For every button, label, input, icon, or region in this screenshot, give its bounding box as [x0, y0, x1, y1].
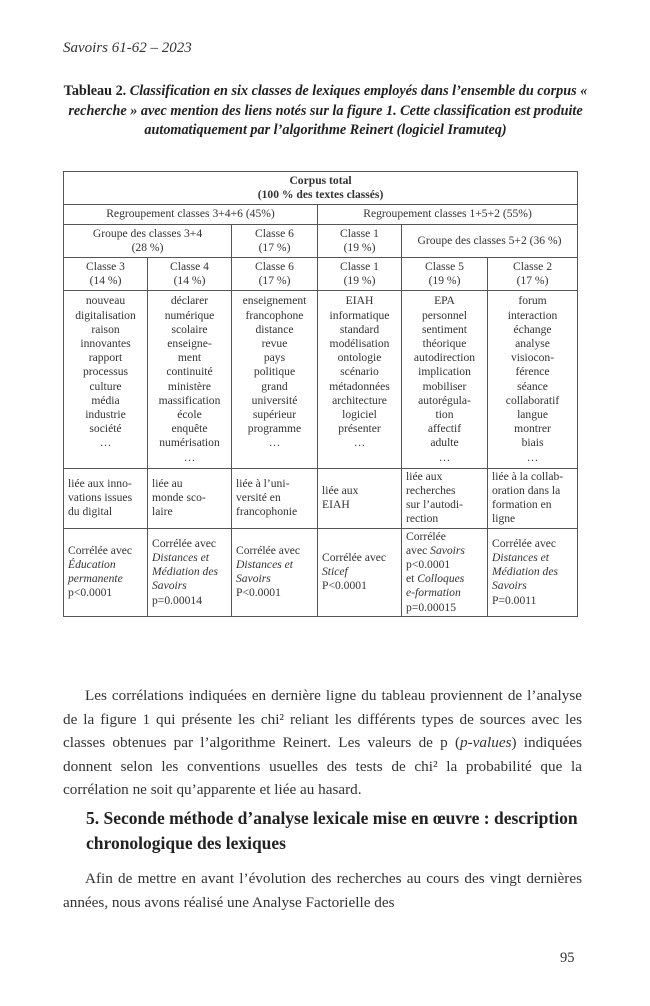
lexicon-word: férence [515, 365, 550, 379]
lexicon-word: grand [261, 379, 288, 393]
group-label: Classe 6 [255, 226, 294, 240]
class-name: Classe 3 [86, 260, 125, 274]
class-header-cell [488, 258, 578, 291]
lexicon-word: enseigne- [167, 337, 212, 351]
correlation-text: Corrélée avec [322, 550, 387, 564]
group-row [64, 224, 578, 257]
lexicon-word: programme [247, 422, 302, 436]
correlation-line [152, 594, 227, 608]
correlation-text: P=0.0011 [492, 593, 537, 607]
lexicon-cell [488, 291, 578, 468]
lexicon-word: … [268, 436, 281, 450]
correlation-text: Corrélée avec [492, 536, 557, 550]
correlation-text: Distances et [152, 550, 209, 564]
correlation-line [492, 551, 573, 565]
link-text: vations issues [68, 491, 133, 505]
lexicon-word: langue [517, 408, 548, 422]
lexicon-cell [64, 291, 148, 468]
lexicon-word: échange [513, 322, 552, 336]
correlation-line [152, 579, 227, 593]
lexicon-word: autodirection [413, 351, 476, 365]
lexicon-word: digitalisation [75, 308, 136, 322]
correlation-line [152, 565, 227, 579]
correlation-text: et [406, 572, 418, 586]
class-name: Classe 1 [340, 260, 379, 274]
lexicon-word: nouveau [85, 294, 126, 308]
lexicon-word: analyse [515, 337, 550, 351]
class-percent: (17 %) [516, 274, 549, 288]
lexicon-word: processus [82, 365, 129, 379]
lexicon-word: mobiliser [422, 379, 467, 393]
lexicon-cell [148, 291, 232, 468]
class-header-cell [232, 258, 318, 291]
lexicon-word: visiocon- [510, 351, 555, 365]
correlation-text: Distances et [236, 558, 293, 572]
paragraph-chronology: Afin de mettre en avant l’évolution des recherches au cours des vingt dernières années, nous avons réalisé une Analyse Factorielle des [63, 870, 582, 911]
link-cell [318, 468, 402, 528]
lexicon-word: raison [91, 322, 120, 336]
regroupement-cell: Regroupement classes 3+4+6 (45%) [64, 205, 318, 224]
correlation-text: Corrélée avec [152, 536, 217, 550]
lexicon-word: innovantes [80, 337, 131, 351]
lexicon-cell [318, 291, 402, 468]
class-percent: (14 %) [89, 274, 122, 288]
table-subtitle: (100 % des textes classés) [257, 188, 384, 202]
correlation-line [492, 594, 573, 608]
class-row [64, 258, 578, 291]
paragraph-italic: p-values [460, 734, 512, 751]
correlation-text: Médiation des [492, 565, 559, 579]
lexicon-word: université [251, 393, 298, 407]
correlation-text: e-formation [406, 586, 461, 600]
link-text: du digital [68, 505, 113, 519]
link-text: liée au [152, 476, 183, 490]
section-title: 5. Seconde méthode d’analyse lexicale mise en œuvre : description chronologique des lexiques [86, 808, 578, 853]
link-text: formation en [492, 498, 552, 512]
correlation-text: Corrélée [406, 529, 446, 543]
regroupement-cell: Regroupement classes 1+5+2 (55%) [318, 205, 578, 224]
correlation-line [236, 572, 313, 586]
link-cell [232, 468, 318, 528]
group-percent: (17 %) [258, 240, 291, 254]
correlation-source: Savoirs [430, 543, 465, 557]
correlation-text: Savoirs [152, 579, 187, 593]
lexicon-word: tion [435, 408, 454, 422]
class-header-cell [402, 258, 488, 291]
correlation-line [236, 586, 313, 600]
link-cell [402, 468, 488, 528]
correlation-line [406, 572, 483, 586]
link-text: sur l’autodi- [406, 498, 463, 512]
regroupement-row [64, 205, 578, 224]
group-cell [232, 224, 318, 257]
correlation-text: p<0.0001 [406, 558, 451, 572]
group-cell [402, 224, 578, 257]
link-text: laire [152, 505, 173, 519]
correlation-text: Sticef [322, 565, 348, 579]
link-text: monde sco- [152, 491, 206, 505]
lexicon-word: ment [177, 351, 202, 365]
lexicon-word: numérique [164, 308, 215, 322]
paragraph-correlations [63, 684, 582, 802]
lexicon-word: … [99, 436, 112, 450]
correlation-line [406, 530, 483, 544]
correlation-cell [64, 528, 148, 616]
correlation-line [236, 558, 313, 572]
class-name: Classe 5 [425, 260, 464, 274]
lexicon-cell [402, 291, 488, 468]
lexicon-word: continuité [166, 365, 213, 379]
correlation-cell [402, 528, 488, 616]
correlation-text: p=0.00015 [406, 600, 457, 614]
lexicon-word: ontologie [337, 351, 382, 365]
class-name: Classe 6 [255, 260, 294, 274]
correlation-text: Éducation [68, 558, 116, 572]
lexicon-word: supérieur [252, 408, 297, 422]
lexicon-word: métadonnées [329, 379, 390, 393]
lexicon-word: modélisation [329, 337, 390, 351]
class-percent: (19 %) [428, 274, 461, 288]
link-cell [488, 468, 578, 528]
lexicon-cell [232, 291, 318, 468]
link-text: liée à l’uni- [236, 476, 290, 490]
correlation-line [322, 579, 397, 593]
correlation-line [68, 544, 143, 558]
lexicon-word: adulte [430, 436, 459, 450]
class-percent: (17 %) [258, 274, 291, 288]
link-text: EIAH [322, 498, 350, 512]
correlation-text: p=0.00014 [152, 593, 203, 607]
lexicon-word: enquête [171, 422, 208, 436]
lexicon-word: interaction [507, 308, 558, 322]
correlation-text: Médiation des [152, 565, 219, 579]
link-text: rection [406, 512, 439, 526]
lexicon-word: sentiment [421, 322, 468, 336]
group-percent: (19 %) [343, 240, 376, 254]
link-text: recherches [406, 484, 456, 498]
correlation-cell [318, 528, 402, 616]
correlation-line [406, 558, 483, 572]
lexicon-word: personnel [421, 308, 468, 322]
lexicon-word: massification [158, 393, 221, 407]
lexicon-word: politique [253, 365, 296, 379]
correlation-text: Distances et [492, 550, 549, 564]
correlation-line [492, 579, 573, 593]
correlation-text: permanente [68, 572, 123, 586]
correlation-line [492, 537, 573, 551]
class-name: Classe 2 [513, 260, 552, 274]
table-title: Corpus total [289, 174, 352, 187]
link-text: liée aux [322, 484, 359, 498]
lexicon-word: collaboratif [505, 393, 560, 407]
lexicon-word: … [438, 450, 451, 464]
caption-text: Classification en six classes de lexiques employés dans l’ensemble du corpus « recherche » avec mention des liens notés sur la figure 1. Cette classification est produite automatiquement par l’algorithme Reinert (logiciel Iramuteq) [68, 83, 588, 138]
lexicon-word: montrer [514, 422, 551, 436]
link-cell [148, 468, 232, 528]
lexicon-word: revue [261, 337, 288, 351]
lexicon-word: scolaire [171, 322, 208, 336]
page-number: 95 [560, 950, 575, 966]
correlation-text: avec [406, 543, 431, 557]
correlation-line [236, 544, 313, 558]
correlation-line [322, 565, 397, 579]
correlation-source: Colloques [417, 572, 465, 586]
lexicon-word: EPA [434, 294, 455, 308]
correlation-line [406, 586, 483, 600]
correlation-line [68, 572, 143, 586]
correlation-line [322, 551, 397, 565]
correlation-cell [232, 528, 318, 616]
link-text: versité en [236, 491, 281, 505]
class-header-cell [148, 258, 232, 291]
lexicon-word: logiciel [342, 408, 377, 422]
paragraph-text: ) indiquées donnent selon les conventions usuelles des tests de chi² la probabilité que la corrélation ne soit qu’apparente et liée au hasard. [63, 734, 582, 798]
class-header-cell [64, 258, 148, 291]
lexicon-word: culture [89, 379, 122, 393]
lexicon-word: EIAH [345, 294, 374, 308]
link-cell [64, 468, 148, 528]
lexicon-word: … [353, 436, 366, 450]
correlation-text: P<0.0001 [322, 579, 367, 593]
class-header-cell [318, 258, 402, 291]
group-label: Classe 1 [340, 226, 379, 240]
correlation-line [406, 544, 483, 558]
link-text: oration dans la [492, 484, 561, 498]
lexicon-word: média [91, 393, 120, 407]
links-row [64, 468, 578, 528]
correlation-text: p<0.0001 [68, 586, 113, 600]
correlation-text: Savoirs [236, 572, 271, 586]
class-percent: (14 %) [173, 274, 206, 288]
lexicon-word: implication [418, 365, 471, 379]
correlation-line [152, 551, 227, 565]
correlation-text: P<0.0001 [236, 586, 281, 600]
class-percent: (19 %) [343, 274, 376, 288]
lexicon-word: … [183, 450, 196, 464]
correlation-line [68, 558, 143, 572]
lexicon-word: francophone [245, 308, 304, 322]
lexicon-word: autorégula- [418, 393, 471, 407]
correlation-text: Corrélée avec [236, 543, 301, 557]
lexicon-word: enseignement [242, 294, 307, 308]
lexicon-word: société [89, 422, 122, 436]
lexicon-word: scénario [340, 365, 379, 379]
lexicon-word: standard [339, 322, 380, 336]
lexicon-word: pays [263, 351, 286, 365]
link-text: francophonie [236, 505, 298, 519]
table-title-cell [64, 172, 578, 205]
link-text: liée aux [406, 469, 443, 483]
lexicon-word: école [177, 408, 202, 422]
group-label: Groupe des classes 5+2 (36 %) [417, 233, 562, 247]
group-cell [318, 224, 402, 257]
lexicon-word: distance [255, 322, 294, 336]
lexicon-word: séance [517, 379, 548, 393]
class-name: Classe 4 [170, 260, 209, 274]
group-percent: (28 %) [131, 240, 164, 254]
group-label: Groupe des classes 3+4 [92, 226, 203, 240]
classification-table [63, 171, 578, 617]
correlation-line [68, 586, 143, 600]
lexicon-word: présenter [338, 422, 381, 436]
group-cell [64, 224, 232, 257]
correlation-cell [148, 528, 232, 616]
correlation-text: Savoirs [492, 579, 527, 593]
paragraph-text: Les corrélations indiquées en dernière ligne du tableau proviennent de l’analyse de la figure 1 qui présente les chi² reliant les différents types de sources avec les classes obtenues par l’algorithme Reinert. Les valeurs de p ( [63, 687, 582, 751]
running-head: Savoirs 61-62 – 2023 [63, 40, 192, 56]
correlation-line [152, 537, 227, 551]
lexicon-word: déclarer [170, 294, 209, 308]
lexicon-word: informatique [329, 308, 390, 322]
correlation-line [406, 601, 483, 615]
correlation-cell [488, 528, 578, 616]
lexicon-word: ministère [167, 379, 212, 393]
link-text: ligne [492, 512, 516, 526]
caption-label: Tableau 2. [63, 83, 127, 99]
table-title-row [64, 172, 578, 205]
table-caption [63, 82, 588, 141]
lexicon-word: biais [521, 436, 544, 450]
lexicon-word: affectif [427, 422, 462, 436]
lexicon-word: théorique [422, 337, 467, 351]
link-text: liée aux inno- [68, 476, 132, 490]
lexicon-word: forum [518, 294, 547, 308]
correlation-row [64, 528, 578, 616]
lexicon-word: industrie [85, 408, 126, 422]
link-text: liée à la collab- [492, 469, 564, 483]
lexicon-word: architecture [332, 393, 387, 407]
correlation-line [492, 565, 573, 579]
lexicon-word: … [526, 450, 539, 464]
lexicon-word: numérisation [159, 436, 220, 450]
lexicon-word: rapport [88, 351, 123, 365]
correlation-text: Corrélée avec [68, 543, 133, 557]
words-row [64, 291, 578, 468]
